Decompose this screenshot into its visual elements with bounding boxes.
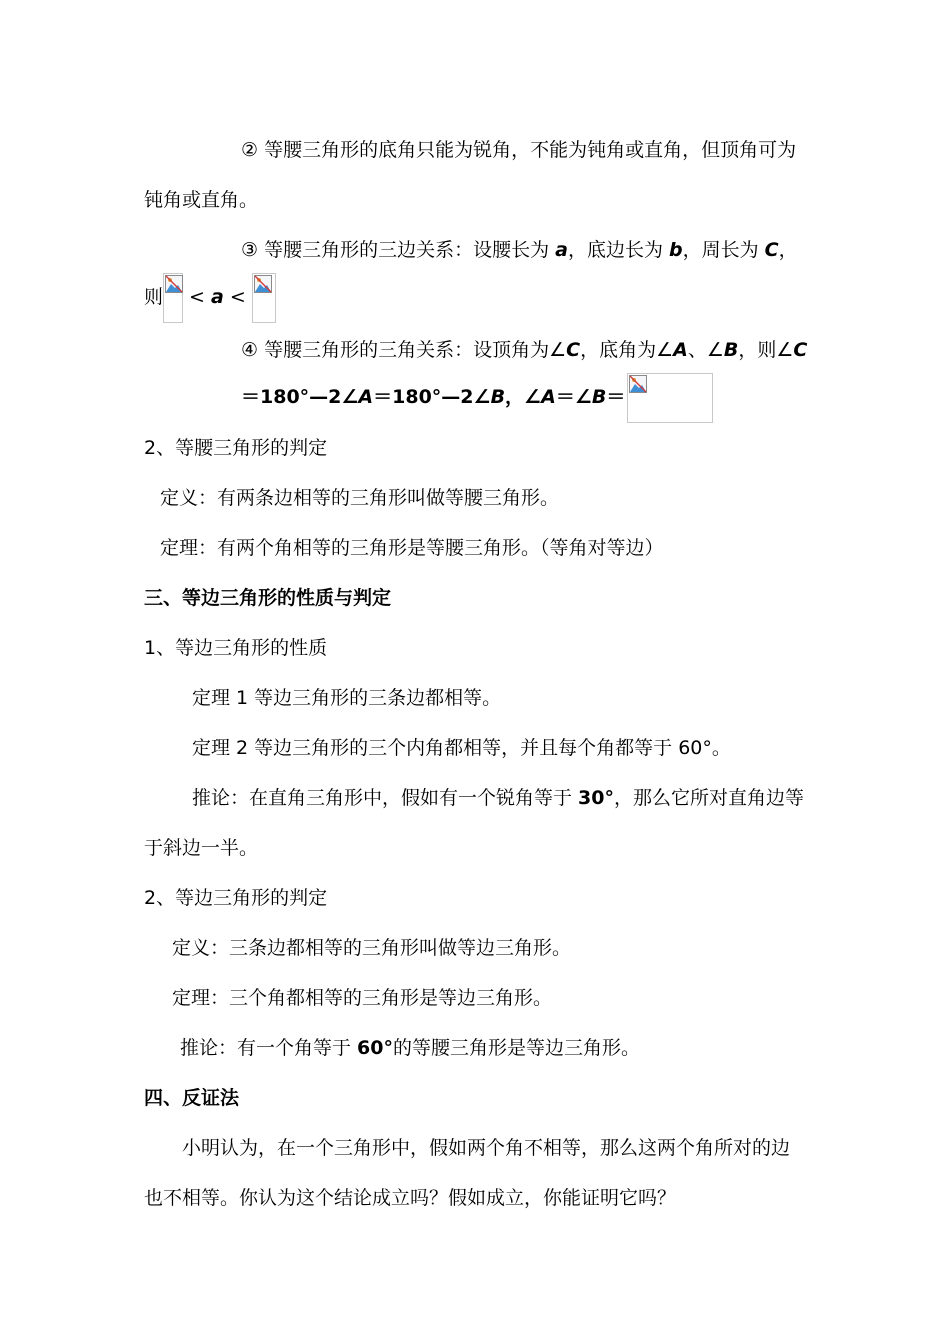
paragraph-theorem-1	[192, 684, 501, 712]
less-than: <	[223, 286, 252, 308]
formula-angle-relation	[241, 372, 713, 423]
formula-side-inequality	[144, 272, 276, 323]
var-a: A	[541, 386, 556, 408]
var-c: C	[793, 339, 808, 361]
section-heading-equilateral	[144, 584, 391, 612]
var-b: b	[669, 239, 683, 261]
text: 、∠	[687, 339, 724, 361]
text: ＝180°—2∠	[241, 386, 359, 408]
subheading-equilateral-properties	[144, 634, 327, 662]
section-heading-proof-by-contradiction	[144, 1084, 239, 1112]
formula-image	[627, 373, 713, 423]
paragraph-three-sides-relation	[241, 236, 798, 264]
paragraph-theorem-2	[192, 734, 731, 762]
var-b: B	[490, 386, 506, 408]
broken-image-icon	[254, 275, 272, 293]
text: 也不相等。你认为这个结论成立吗？假如成立，你能证明它吗？	[144, 1187, 677, 1209]
text: ，那么它所对直角边等	[614, 787, 805, 809]
text: 四、反证法	[144, 1087, 240, 1109]
text: 定理 1 等边三角形的三条边都相等。	[192, 687, 502, 709]
text: 推论：有一个角等于	[180, 1037, 358, 1059]
paragraph-theorem	[160, 534, 664, 562]
var-c: C	[764, 239, 779, 261]
var-b: B	[591, 386, 607, 408]
formula-image	[252, 273, 276, 323]
value-30-degrees: 30°	[578, 787, 614, 809]
text: 钝角或直角。	[144, 189, 259, 211]
broken-image-icon	[165, 275, 183, 293]
paragraph-theorem	[172, 984, 552, 1012]
formula-image	[163, 273, 183, 323]
text: ，∠	[505, 386, 542, 408]
text: 定理 2 等边三角形的三个内角都相等，并且每个角都等于 60°。	[192, 737, 731, 759]
text: 于斜边一半。	[144, 837, 259, 859]
broken-image-icon	[629, 375, 647, 393]
paragraph-corollary-60	[180, 1034, 640, 1062]
subheading-equilateral-determination	[144, 884, 327, 912]
text: 定义：三条边都相等的三角形叫做等边三角形。	[172, 937, 572, 959]
text: ，	[778, 239, 798, 261]
text: ＝∠	[555, 386, 592, 408]
paragraph-problem	[182, 1134, 790, 1162]
text: 2、等边三角形的判定	[144, 887, 328, 909]
text: 定义：有两条边相等的三角形叫做等腰三角形。	[160, 487, 560, 509]
text: 定理：有两个角相等的三角形是等腰三角形。（等角对等边）	[160, 537, 664, 559]
var-a: a	[211, 286, 224, 308]
paragraph-definition	[160, 484, 559, 512]
var-a: A	[673, 339, 688, 361]
paragraph-continuation	[144, 186, 258, 214]
var-a: a	[555, 239, 568, 261]
text: 定理：三个角都相等的三角形是等边三角形。	[172, 987, 553, 1009]
var-a: A	[358, 386, 374, 408]
text: 推论：在直角三角形中，假如有一个锐角等于	[192, 787, 579, 809]
paragraph-three-angles-relation	[241, 336, 807, 364]
var-b: B	[723, 339, 739, 361]
text: ③ 等腰三角形的三边关系：设腰长为	[241, 239, 556, 261]
text: 的等腰三角形是等边三角形。	[393, 1037, 641, 1059]
paragraph-definition	[172, 934, 571, 962]
text: ，周长为	[682, 239, 765, 261]
text: 三、等边三角形的性质与判定	[144, 587, 392, 609]
text: ，底边长为	[567, 239, 669, 261]
text: 1、等边三角形的性质	[144, 637, 328, 659]
text: 小明认为，在一个三角形中，假如两个角不相等，那么这两个角所对的边	[182, 1137, 791, 1159]
less-than: <	[183, 286, 212, 308]
value-60-degrees: 60°	[357, 1037, 393, 1059]
paragraph-isosceles-base-angle	[241, 136, 796, 164]
text: ＝	[606, 386, 626, 408]
text: 2、等腰三角形的判定	[144, 437, 328, 459]
paragraph-continuation	[144, 1184, 676, 1212]
var-c: C	[566, 339, 581, 361]
text: ② 等腰三角形的底角只能为锐角，不能为钝角或直角，但顶角可为	[241, 139, 797, 161]
paragraph-corollary-30	[192, 784, 804, 812]
subheading-isosceles-determination	[144, 434, 327, 462]
text: ，底角为∠	[580, 339, 674, 361]
text: ④ 等腰三角形的三角关系：设顶角为∠	[241, 339, 567, 361]
text: ＝180°—2∠	[373, 386, 491, 408]
text: 则	[144, 286, 164, 308]
paragraph-continuation	[144, 834, 258, 862]
text: ，则∠	[738, 339, 794, 361]
